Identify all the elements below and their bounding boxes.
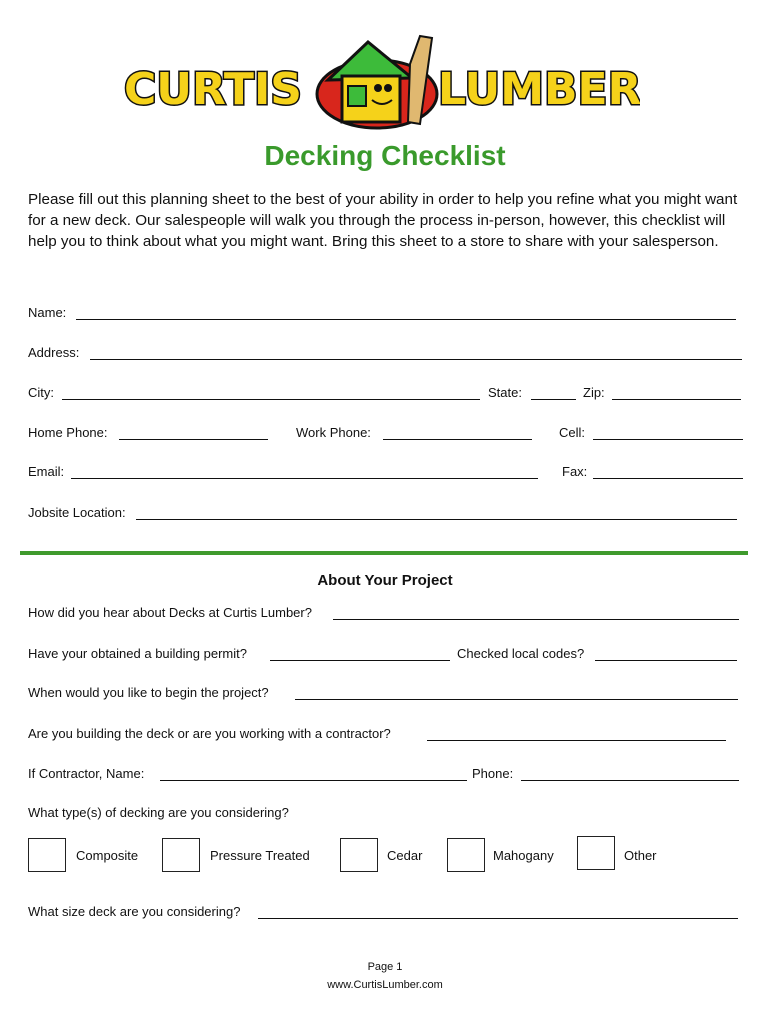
begin-field[interactable]: [295, 699, 738, 700]
building-label: Are you building the deck or are you working with a contractor?: [28, 726, 391, 741]
curtis-lumber-logo: [120, 28, 640, 132]
codes-label: Checked local codes?: [457, 646, 585, 661]
city-field[interactable]: [62, 399, 480, 400]
begin-label: When would you like to begin the project?: [28, 685, 269, 700]
codes-field[interactable]: [595, 660, 737, 661]
jobsite-field[interactable]: [136, 519, 737, 520]
section-title: About Your Project: [317, 572, 453, 589]
jobsite-label: Jobsite Location:: [28, 505, 126, 520]
state-label: State:: [488, 385, 522, 400]
page-number: Page 1: [367, 961, 403, 973]
decking-type-label: What type(s) of decking are you considering?: [28, 805, 289, 820]
email-field[interactable]: [71, 478, 538, 479]
contractor-name-field[interactable]: [160, 780, 467, 781]
intro-paragraph: Please fill out this planning sheet to the best of your ability in order to help you refine what you might want for a new deck. Our salespeople will walk you through the process in-person, however, this checklist will help you to think about what you might want. Bring this sheet to a store to share with your salesperson.: [28, 191, 738, 250]
work-phone-field[interactable]: [383, 439, 532, 440]
work-phone-label: Work Phone:: [296, 425, 371, 440]
city-label: City:: [28, 385, 54, 400]
building-field[interactable]: [427, 740, 726, 741]
address-field[interactable]: [90, 359, 742, 360]
footer-url[interactable]: www.CurtisLumber.com: [327, 979, 443, 991]
cedar-checkbox[interactable]: [340, 838, 378, 872]
logo-word-right: LUMBER: [438, 64, 640, 115]
section-divider: [20, 551, 748, 555]
contractor-phone-label: Phone:: [472, 766, 514, 781]
page-title: Decking Checklist: [264, 140, 506, 171]
contractor-name-label: If Contractor, Name:: [28, 766, 145, 781]
composite-checkbox[interactable]: [28, 838, 66, 872]
pressure-treated-label: Pressure Treated: [210, 848, 310, 863]
mahogany-label: Mahogany: [493, 848, 554, 863]
mahogany-checkbox[interactable]: [447, 838, 485, 872]
fax-field[interactable]: [593, 478, 743, 479]
state-field[interactable]: [531, 399, 576, 400]
permit-label: Have your obtained a building permit?: [28, 646, 247, 661]
email-label: Email:: [28, 464, 65, 479]
cedar-label: Cedar: [387, 848, 423, 863]
other-checkbox[interactable]: [577, 836, 615, 870]
home-phone-field[interactable]: [119, 439, 268, 440]
zip-field[interactable]: [612, 399, 741, 400]
cell-field[interactable]: [593, 439, 743, 440]
address-label: Address:: [28, 345, 80, 360]
hear-field[interactable]: [333, 619, 739, 620]
zip-label: Zip:: [583, 385, 605, 400]
fax-label: Fax:: [562, 464, 588, 479]
contractor-phone-field[interactable]: [521, 780, 739, 781]
name-field[interactable]: [76, 319, 736, 320]
home-phone-label: Home Phone:: [28, 425, 108, 440]
other-label: Other: [624, 848, 657, 863]
composite-label: Composite: [76, 848, 139, 863]
size-label: What size deck are you considering?: [28, 904, 241, 919]
hear-label: How did you hear about Decks at Curtis Lumber?: [28, 605, 312, 620]
pressure-treated-checkbox[interactable]: [162, 838, 200, 872]
size-field[interactable]: [258, 918, 738, 919]
permit-field[interactable]: [270, 660, 450, 661]
logo-word-left: CURTIS: [124, 64, 302, 115]
name-label: Name:: [28, 305, 67, 320]
cell-label: Cell:: [559, 425, 586, 440]
